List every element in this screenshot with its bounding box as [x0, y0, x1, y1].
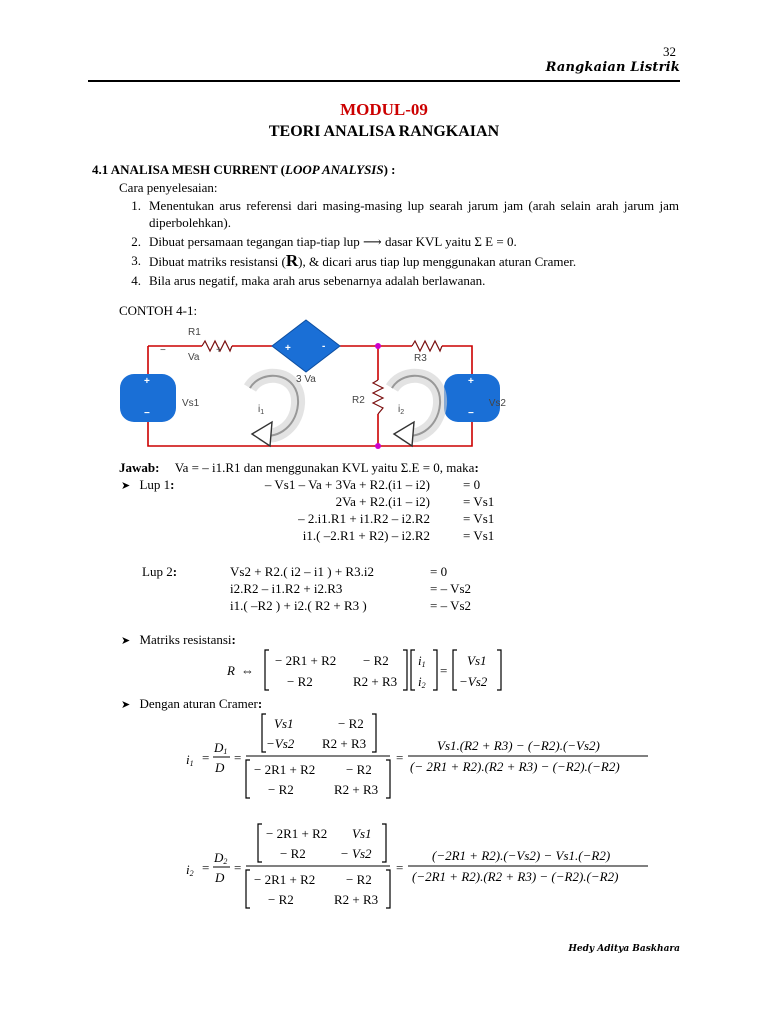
- label-va: Va: [188, 352, 200, 363]
- list-number: 1.: [131, 198, 141, 213]
- cramer-eq: =: [202, 860, 210, 875]
- label-i1: $i_1$: [258, 404, 265, 416]
- list-text: Menentukan arus referensi dari masing-masing lup searah jarum jam (arah selain arah jarum jam diperbolehkan).: [149, 198, 679, 230]
- steps-list: [119, 197, 679, 289]
- header-rule: [88, 80, 680, 82]
- list-item: [119, 233, 679, 250]
- list-text-bold: R: [285, 251, 299, 270]
- example-label: CONTOH 4-1:: [119, 303, 198, 318]
- lup1-label-text: Lup 1: [139, 477, 171, 492]
- cramer-i2: [182, 820, 662, 910]
- list-item: [119, 197, 679, 231]
- matrix-colon: :: [231, 632, 236, 647]
- resistor-r3: [412, 341, 442, 351]
- matrix-a21: − R2: [287, 674, 313, 689]
- node-dot: [375, 443, 381, 449]
- cramer-eq: =: [202, 750, 210, 765]
- label-r2: R2: [352, 395, 365, 406]
- dependent-source: [272, 320, 340, 372]
- section-heading-suffix: ) :: [383, 162, 396, 177]
- matrix-a11: − 2R1 + R2: [275, 653, 337, 668]
- lup2-label: [142, 564, 177, 580]
- cramer-n1-12: − R2: [338, 716, 364, 731]
- cramer-d-11: − 2R1 + R2: [254, 762, 316, 777]
- list-text: Dibuat persamaan tegangan tiap-tiap lup ⟶ dasar KVL yaitu Σ E = 0.: [149, 234, 517, 249]
- lup1-rhs: = Vs1: [463, 511, 495, 526]
- cramer-frac1-num: Vs1.(R2 + R3) − (−R2).(−Vs2): [437, 738, 600, 753]
- lup1-lhs: – Vs1 – Va + 3Va + R2.(i1 – i2): [264, 477, 430, 492]
- cramer-d-22: R2 + R3: [334, 892, 379, 907]
- matrix-a12: − R2: [363, 653, 389, 668]
- answer-colon: :: [474, 460, 479, 475]
- cramer-eq: =: [396, 750, 404, 765]
- answer-intro: [119, 460, 479, 476]
- cramer-d-21: − R2: [268, 892, 294, 907]
- label-r3: R3: [414, 353, 427, 364]
- bullet-icon: ➤: [121, 698, 131, 711]
- running-title: Rangkaian Listrik: [545, 60, 680, 75]
- section-heading-prefix: 4.1 ANALISA MESH CURRENT (: [92, 162, 285, 177]
- cramer-n2-22: − Vs2: [340, 846, 372, 861]
- list-text-c: ), & dicari arus tiap lup menggunakan aturan Cramer.: [298, 254, 577, 269]
- matrix-iff: ⇔: [241, 663, 254, 678]
- lup1-lhs: – 2.i1.R1 + i1.R2 – i2.R2: [298, 511, 430, 526]
- cramer-d-12: − R2: [346, 872, 372, 887]
- matrix-x1: i1: [418, 653, 426, 669]
- lup2-rhs: = 0: [430, 564, 448, 579]
- answer-intro-text: Va = – i1.R1 dan menggunakan KVL yaitu Σ.E = 0, maka: [174, 460, 475, 475]
- list-text-a: Dibuat matriks resistansi (: [149, 254, 286, 269]
- footer-author: Hedy Aditya Baskhara: [568, 944, 680, 954]
- lup2-rhs: = – Vs2: [430, 581, 472, 596]
- cramer-frac1-den: (− 2R1 + R2).(R2 + R3) − (−R2).(−R2): [410, 759, 620, 774]
- label-i2: $i_2$: [398, 404, 405, 416]
- lup2-colon: :: [172, 564, 178, 579]
- lup1-rhs: = 0: [463, 477, 481, 492]
- page-number: 32: [663, 44, 676, 59]
- cramer-n2-11: − 2R1 + R2: [266, 826, 328, 841]
- lup2-lhs: i1.( –R2 ) + i2.( R2 + R3 ): [230, 598, 367, 613]
- matrix-b2: −Vs2: [459, 674, 488, 689]
- cramer-colon: :: [257, 696, 263, 711]
- node-dot: [375, 343, 381, 349]
- cramer-d-21: − R2: [268, 782, 294, 797]
- matrix-label-text: Matriks resistansi: [139, 632, 232, 647]
- matrix-eq: =: [440, 663, 448, 678]
- cramer-d-12: − R2: [346, 762, 372, 777]
- lup2-lhs: i2.R2 – i1.R2 + i2.R3: [230, 581, 343, 596]
- cramer-n1-22: R2 + R3: [322, 736, 367, 751]
- bullet-icon: ➤: [121, 479, 131, 492]
- list-item: [119, 272, 679, 289]
- intro-text: Cara penyelesaian:: [119, 180, 218, 195]
- lup1-label: [121, 477, 175, 493]
- cramer-d-22: R2 + R3: [334, 782, 379, 797]
- matrix-x2: i2: [418, 674, 426, 690]
- cramer-d: D: [215, 760, 225, 775]
- cramer-eq: =: [234, 860, 242, 875]
- list-number: 4.: [131, 273, 141, 288]
- label-r1: R1: [188, 327, 201, 338]
- label-va-minus: −: [160, 345, 166, 356]
- list-text: Bila arus negatif, maka arah arus sebenarnya adalah berlawanan.: [149, 273, 486, 288]
- page-title: TEORI ANALISA RANGKAIAN: [268, 123, 500, 140]
- lup1-lhs: 2Va + R2.(i1 – i2): [335, 494, 430, 509]
- cramer-d2: D2: [214, 850, 228, 866]
- resistor-r2: [373, 380, 383, 414]
- cramer-frac2-num: (−2R1 + R2).(−Vs2) − Vs1.(−R2): [432, 848, 611, 863]
- cramer-d1: D1: [214, 740, 228, 756]
- label-dep: 3 Va: [296, 374, 316, 385]
- list-number: 3.: [131, 253, 141, 268]
- matrix-a22: R2 + R3: [353, 674, 398, 689]
- label-vs2-minus: −: [468, 408, 474, 419]
- cramer-frac2-den: (−2R1 + R2).(R2 + R3) − (−R2).(−R2): [412, 869, 619, 884]
- label-vs1-plus: +: [144, 376, 150, 387]
- label-vs2-plus: +: [468, 376, 474, 387]
- label-vs1: Vs1: [182, 398, 200, 409]
- cramer-i1-lhs: i1: [186, 752, 194, 768]
- bullet-icon: ➤: [121, 634, 131, 647]
- cramer-n1-21: −Vs2: [266, 736, 295, 751]
- label-dep-minus: -: [322, 341, 326, 352]
- label-va-plus: +: [216, 345, 222, 356]
- lup1-rhs: = Vs1: [463, 494, 495, 509]
- lup1-colon: :: [170, 477, 175, 492]
- section-heading-italic: LOOP ANALYSIS: [285, 162, 384, 177]
- cramer-eq: =: [396, 860, 404, 875]
- matrix-label: [121, 632, 236, 648]
- label-vs2: Vs2: [488, 398, 506, 409]
- cramer-i2-lhs: i2: [186, 862, 194, 878]
- label-dep-plus: +: [285, 343, 291, 354]
- cramer-label-text: Dengan aturan Cramer: [139, 696, 258, 711]
- section-heading: [92, 162, 396, 178]
- lup2-rhs: = – Vs2: [430, 598, 472, 613]
- answer-label: Jawab:: [119, 460, 160, 475]
- lup2-label-text: Lup 2: [142, 564, 173, 579]
- cramer-n1-11: Vs1: [274, 716, 294, 731]
- cramer-d: D: [215, 870, 225, 885]
- list-number: 2.: [131, 234, 141, 249]
- cramer-n2-21: − R2: [280, 846, 306, 861]
- cramer-n2-12: Vs1: [352, 826, 372, 841]
- resistance-matrix: [225, 646, 515, 694]
- circuit-diagram: [112, 318, 506, 458]
- lup1-lhs: i1.( –2.R1 + R2) – i2.R2: [302, 528, 430, 543]
- cramer-eq: =: [234, 750, 242, 765]
- lup2-lhs: Vs2 + R2.( i2 – i1 ) + R3.i2: [230, 564, 374, 579]
- cramer-d-11: − 2R1 + R2: [254, 872, 316, 887]
- lup1-rhs: = Vs1: [463, 528, 495, 543]
- list-item: [119, 252, 679, 270]
- module-title: MODUL-09: [340, 100, 428, 119]
- label-vs1-minus: −: [144, 408, 150, 419]
- matrix-b1: Vs1: [467, 653, 487, 668]
- matrix-r: R: [227, 663, 235, 678]
- cramer-i1: [182, 710, 662, 800]
- list-text: [149, 252, 679, 270]
